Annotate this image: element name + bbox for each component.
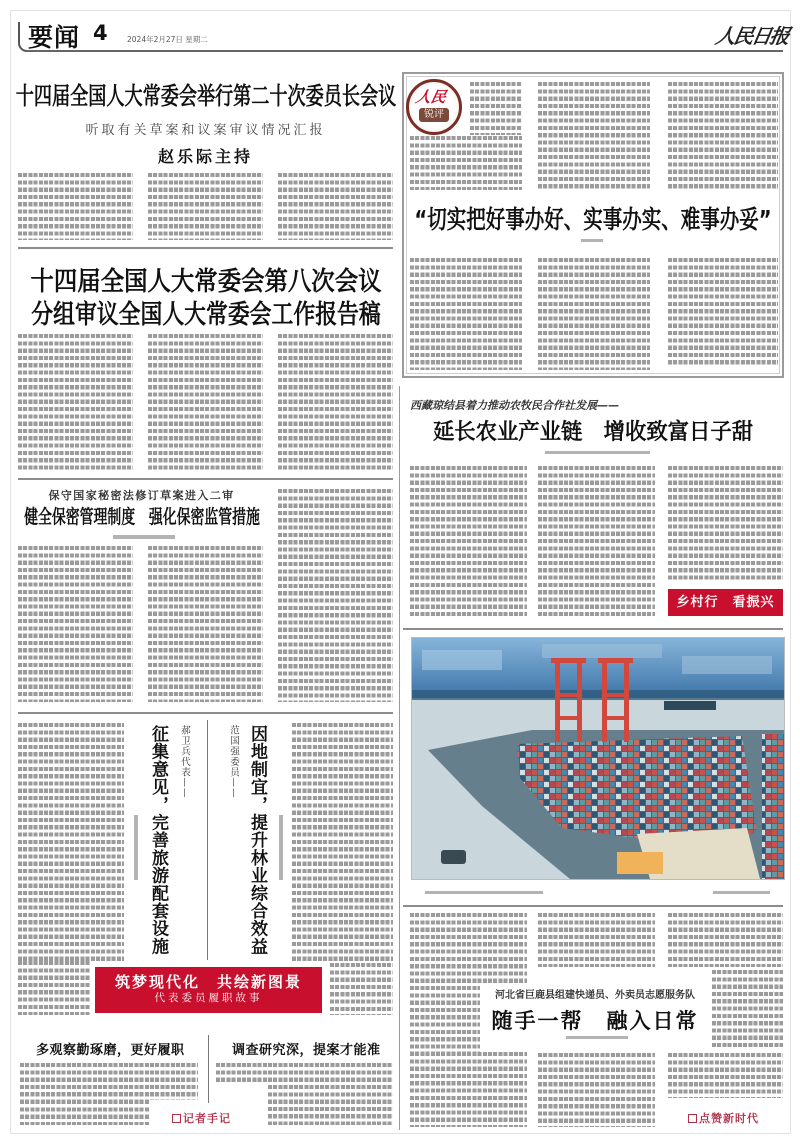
- article-body-column: [668, 1053, 783, 1098]
- banner-subtitle: 代表委员履职故事: [154, 992, 263, 1004]
- column-divider: [399, 386, 400, 1130]
- article-body-column: [292, 723, 393, 963]
- article-headline: 随手一帮 融入日常: [491, 1009, 699, 1033]
- article-body-column: [712, 970, 783, 1050]
- volunteers-tag-label: 点赞新时代: [699, 1112, 759, 1125]
- article-body-column: [18, 173, 133, 240]
- issue-date: 2024年2月27日 星期二: [127, 35, 208, 44]
- article-headline: 因地制宜，提升林业综合效益: [247, 725, 267, 956]
- article-byline: [545, 451, 650, 454]
- article-body-column: [18, 546, 133, 702]
- article-body-column: [278, 489, 393, 702]
- article-body-column: [538, 466, 655, 617]
- article-body-column: [330, 963, 393, 1015]
- article-body-column: [668, 466, 783, 582]
- notes-left-headline[interactable]: 多观察勤琢磨，更好履职: [36, 1043, 185, 1058]
- article-body-column: [410, 986, 480, 1052]
- commentary-body-column: [470, 82, 522, 135]
- logo-bottom-text: 锐评: [419, 108, 449, 122]
- article-body-column: [18, 961, 90, 1015]
- commentary-byline: [581, 239, 603, 242]
- article-body-column: [410, 466, 527, 617]
- commentary-body-column: [668, 258, 778, 366]
- commentary-body-column: [538, 82, 650, 190]
- article-headline-line2: 分组审议全国人大常委会工作报告稿: [30, 300, 381, 330]
- volunteers-column-tag: [688, 1110, 759, 1126]
- square-bullet-icon: [688, 1114, 697, 1123]
- section-divider: [403, 905, 783, 907]
- photo-credit: [713, 891, 770, 894]
- column-divider: [207, 720, 208, 960]
- article-body-column: [20, 1063, 198, 1100]
- column-tag-rural[interactable]: 乡村行 看振兴: [668, 589, 783, 616]
- banner-title: 筑梦现代化 共绘新图景: [114, 973, 302, 991]
- article-body-column: [148, 173, 263, 240]
- article-byline: [113, 535, 175, 539]
- article-body-column: [538, 913, 655, 967]
- column-divider: [208, 1035, 209, 1103]
- notes-column-tag: [172, 1110, 231, 1126]
- news-photo-container-port[interactable]: [411, 637, 785, 880]
- article-headline: 延长农业产业链 增收致富日子甜: [432, 420, 754, 445]
- page-number: 4: [93, 21, 108, 45]
- article-body-column: [216, 1063, 393, 1085]
- article-kicker: 河北省巨鹿县组建快递员、外卖员志愿服务队: [495, 990, 695, 1001]
- notes-right-headline[interactable]: 调查研究深，提案才能准: [232, 1043, 381, 1058]
- article-subheadline: 听取有关草案和议案审议情况汇报: [85, 123, 326, 138]
- commentary-logo: [406, 79, 462, 135]
- article-body-column: [668, 913, 783, 967]
- commentary-body-column: [538, 258, 650, 370]
- article-byline: [134, 815, 138, 880]
- square-bullet-icon: [172, 1114, 181, 1123]
- article-headline: 十四届全国人大常委会举行第二十次委员长会议: [15, 82, 396, 110]
- commentary-body-column: [410, 136, 522, 190]
- photo-caption: [425, 891, 543, 894]
- article-body-column: [278, 173, 393, 240]
- article-kicker: 范国强委员——: [228, 725, 239, 799]
- masthead-logo: 人民日报: [713, 24, 790, 48]
- article-byline: [279, 815, 283, 880]
- article-body-column: [148, 546, 263, 702]
- commentary-body-column: [410, 258, 522, 370]
- article-volunteers[interactable]: [484, 984, 706, 1044]
- article-headline: 健全保密管理制度 强化保密监管措施: [23, 506, 260, 528]
- notes-tag-label: 记者手记: [183, 1112, 231, 1125]
- article-body-column: [410, 1052, 527, 1127]
- article-deputy-tourism[interactable]: [128, 720, 204, 960]
- feature-banner[interactable]: [95, 967, 322, 1013]
- article-body-column: [268, 1085, 393, 1125]
- article-tibet-cooperatives[interactable]: [403, 392, 783, 460]
- article-kicker: 郝卫兵代表——: [179, 725, 190, 799]
- article-eighth-session[interactable]: [18, 255, 393, 330]
- commentary-headline-wrap: [403, 197, 783, 234]
- article-headline-line1: 十四届全国人大常委会第八次会议: [29, 267, 382, 297]
- article-kicker: 西藏琼结县着力推动农牧民合作社发展——: [410, 399, 619, 412]
- article-chair-line: 赵乐际主持: [157, 147, 254, 166]
- article-body-column: [18, 334, 133, 470]
- section-title: 要闻: [28, 23, 81, 52]
- commentary-body-column: [668, 82, 778, 190]
- article-byline: [566, 1036, 628, 1039]
- port-photo-illustration: [412, 638, 784, 879]
- section-divider: [403, 628, 783, 630]
- article-body-column: [20, 1100, 150, 1125]
- article-body-column: [148, 334, 263, 470]
- article-body-column: [278, 334, 393, 470]
- article-body-column: [18, 723, 124, 961]
- logo-top-text: 人民: [413, 88, 448, 106]
- header-rule: [26, 50, 783, 52]
- article-body-column: [410, 913, 527, 986]
- section-divider: [18, 478, 393, 480]
- article-secrecy-law[interactable]: [18, 484, 265, 542]
- article-kicker: 保守国家秘密法修订草案进入二审: [48, 489, 235, 502]
- section-divider: [18, 247, 393, 249]
- section-divider: [18, 712, 393, 714]
- commentary-headline: “切实把好事办好、实事办实、难事办妥”: [414, 205, 772, 234]
- article-headline: 征集意见，完善旅游配套设施: [148, 725, 168, 956]
- article-body-column: [538, 1053, 655, 1127]
- article-member-forestry[interactable]: [212, 720, 290, 960]
